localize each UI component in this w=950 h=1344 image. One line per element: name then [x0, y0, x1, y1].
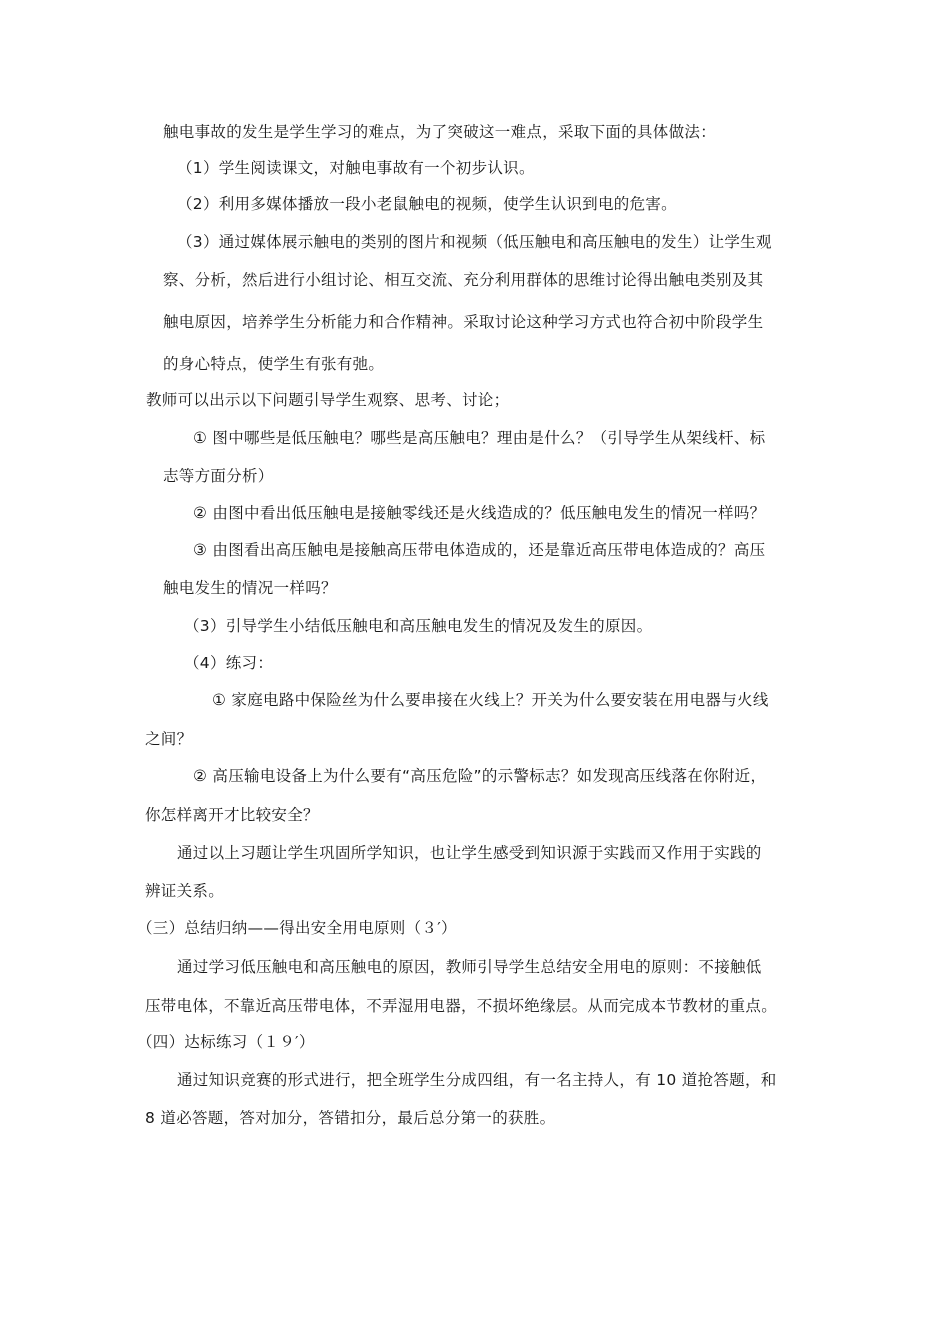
text-line: 压带电体，不靠近高压带电体，不弄湿用电器，不损坏绝缘层。从而完成本节教材的重点。 — [145, 997, 778, 1015]
text-line: 通过知识竞赛的形式进行，把全班学生分成四组，有一名主持人，有 10 道抢答题，和 — [177, 1071, 777, 1089]
text-line: ② 由图中看出低压触电是接触零线还是火线造成的？低压触电发生的情况一样吗？ — [193, 504, 766, 522]
text-line: 的身心特点，使学生有张有弛。 — [163, 355, 385, 373]
text-line: ① 家庭电路中保险丝为什么要串接在火线上？开关为什么要安装在用电器与火线 — [212, 691, 769, 709]
text-line: （3）引导学生小结低压触电和高压触电发生的情况及发生的原因。 — [184, 617, 653, 635]
text-line: （3）通过媒体展示触电的类别的图片和视频（低压触电和高压触电的发生）让学生观 — [177, 233, 772, 251]
text-line: 通过以上习题让学生巩固所学知识，也让学生感受到知识源于实践而又作用于实践的 — [177, 844, 762, 862]
text-line: ① 图中哪些是低压触电？哪些是高压触电？理由是什么？（引导学生从架线杆、标 — [193, 429, 766, 447]
text-line: ② 高压输电设备上为什么要有“高压危险”的示警标志？如发现高压线落在你附近， — [193, 767, 767, 785]
text-line: （1）学生阅读课文，对触电事故有一个初步认识。 — [177, 159, 535, 177]
text-line: 触电事故的发生是学生学习的难点，为了突破这一难点，采取下面的具体做法： — [163, 123, 717, 141]
text-line: （2）利用多媒体播放一段小老鼠触电的视频，使学生认识到电的危害。 — [177, 195, 677, 213]
text-line: 触电发生的情况一样吗？ — [163, 579, 337, 597]
text-line: 察、分析，然后进行小组讨论、相互交流、充分利用群体的思维讨论得出触电类别及其 — [163, 271, 764, 289]
text-line: 志等方面分析） — [163, 467, 274, 485]
text-line: 通过学习低压触电和高压触电的原因，教师引导学生总结安全用电的原则：不接触低 — [177, 958, 762, 976]
text-line: 辨证关系。 — [145, 882, 225, 900]
text-line: 8 道必答题，答对加分，答错扣分，最后总分第一的获胜。 — [145, 1109, 556, 1127]
section-heading: （三）总结归纳——得出安全用电原则（３′） — [137, 919, 457, 937]
text-line: ③ 由图看出高压触电是接触高压带电体造成的，还是靠近高压带电体造成的？高压 — [193, 541, 766, 559]
text-line: （4）练习： — [184, 654, 274, 672]
text-line: 你怎样离开才比较安全？ — [145, 806, 319, 824]
text-line: 教师可以出示以下问题引导学生观察、思考、讨论； — [146, 391, 510, 409]
section-heading: （四）达标练习（１９′） — [137, 1033, 315, 1051]
text-line: 之间？ — [145, 730, 193, 748]
text-line: 触电原因，培养学生分析能力和合作精神。采取讨论这种学习方式也符合初中阶段学生 — [163, 313, 764, 331]
